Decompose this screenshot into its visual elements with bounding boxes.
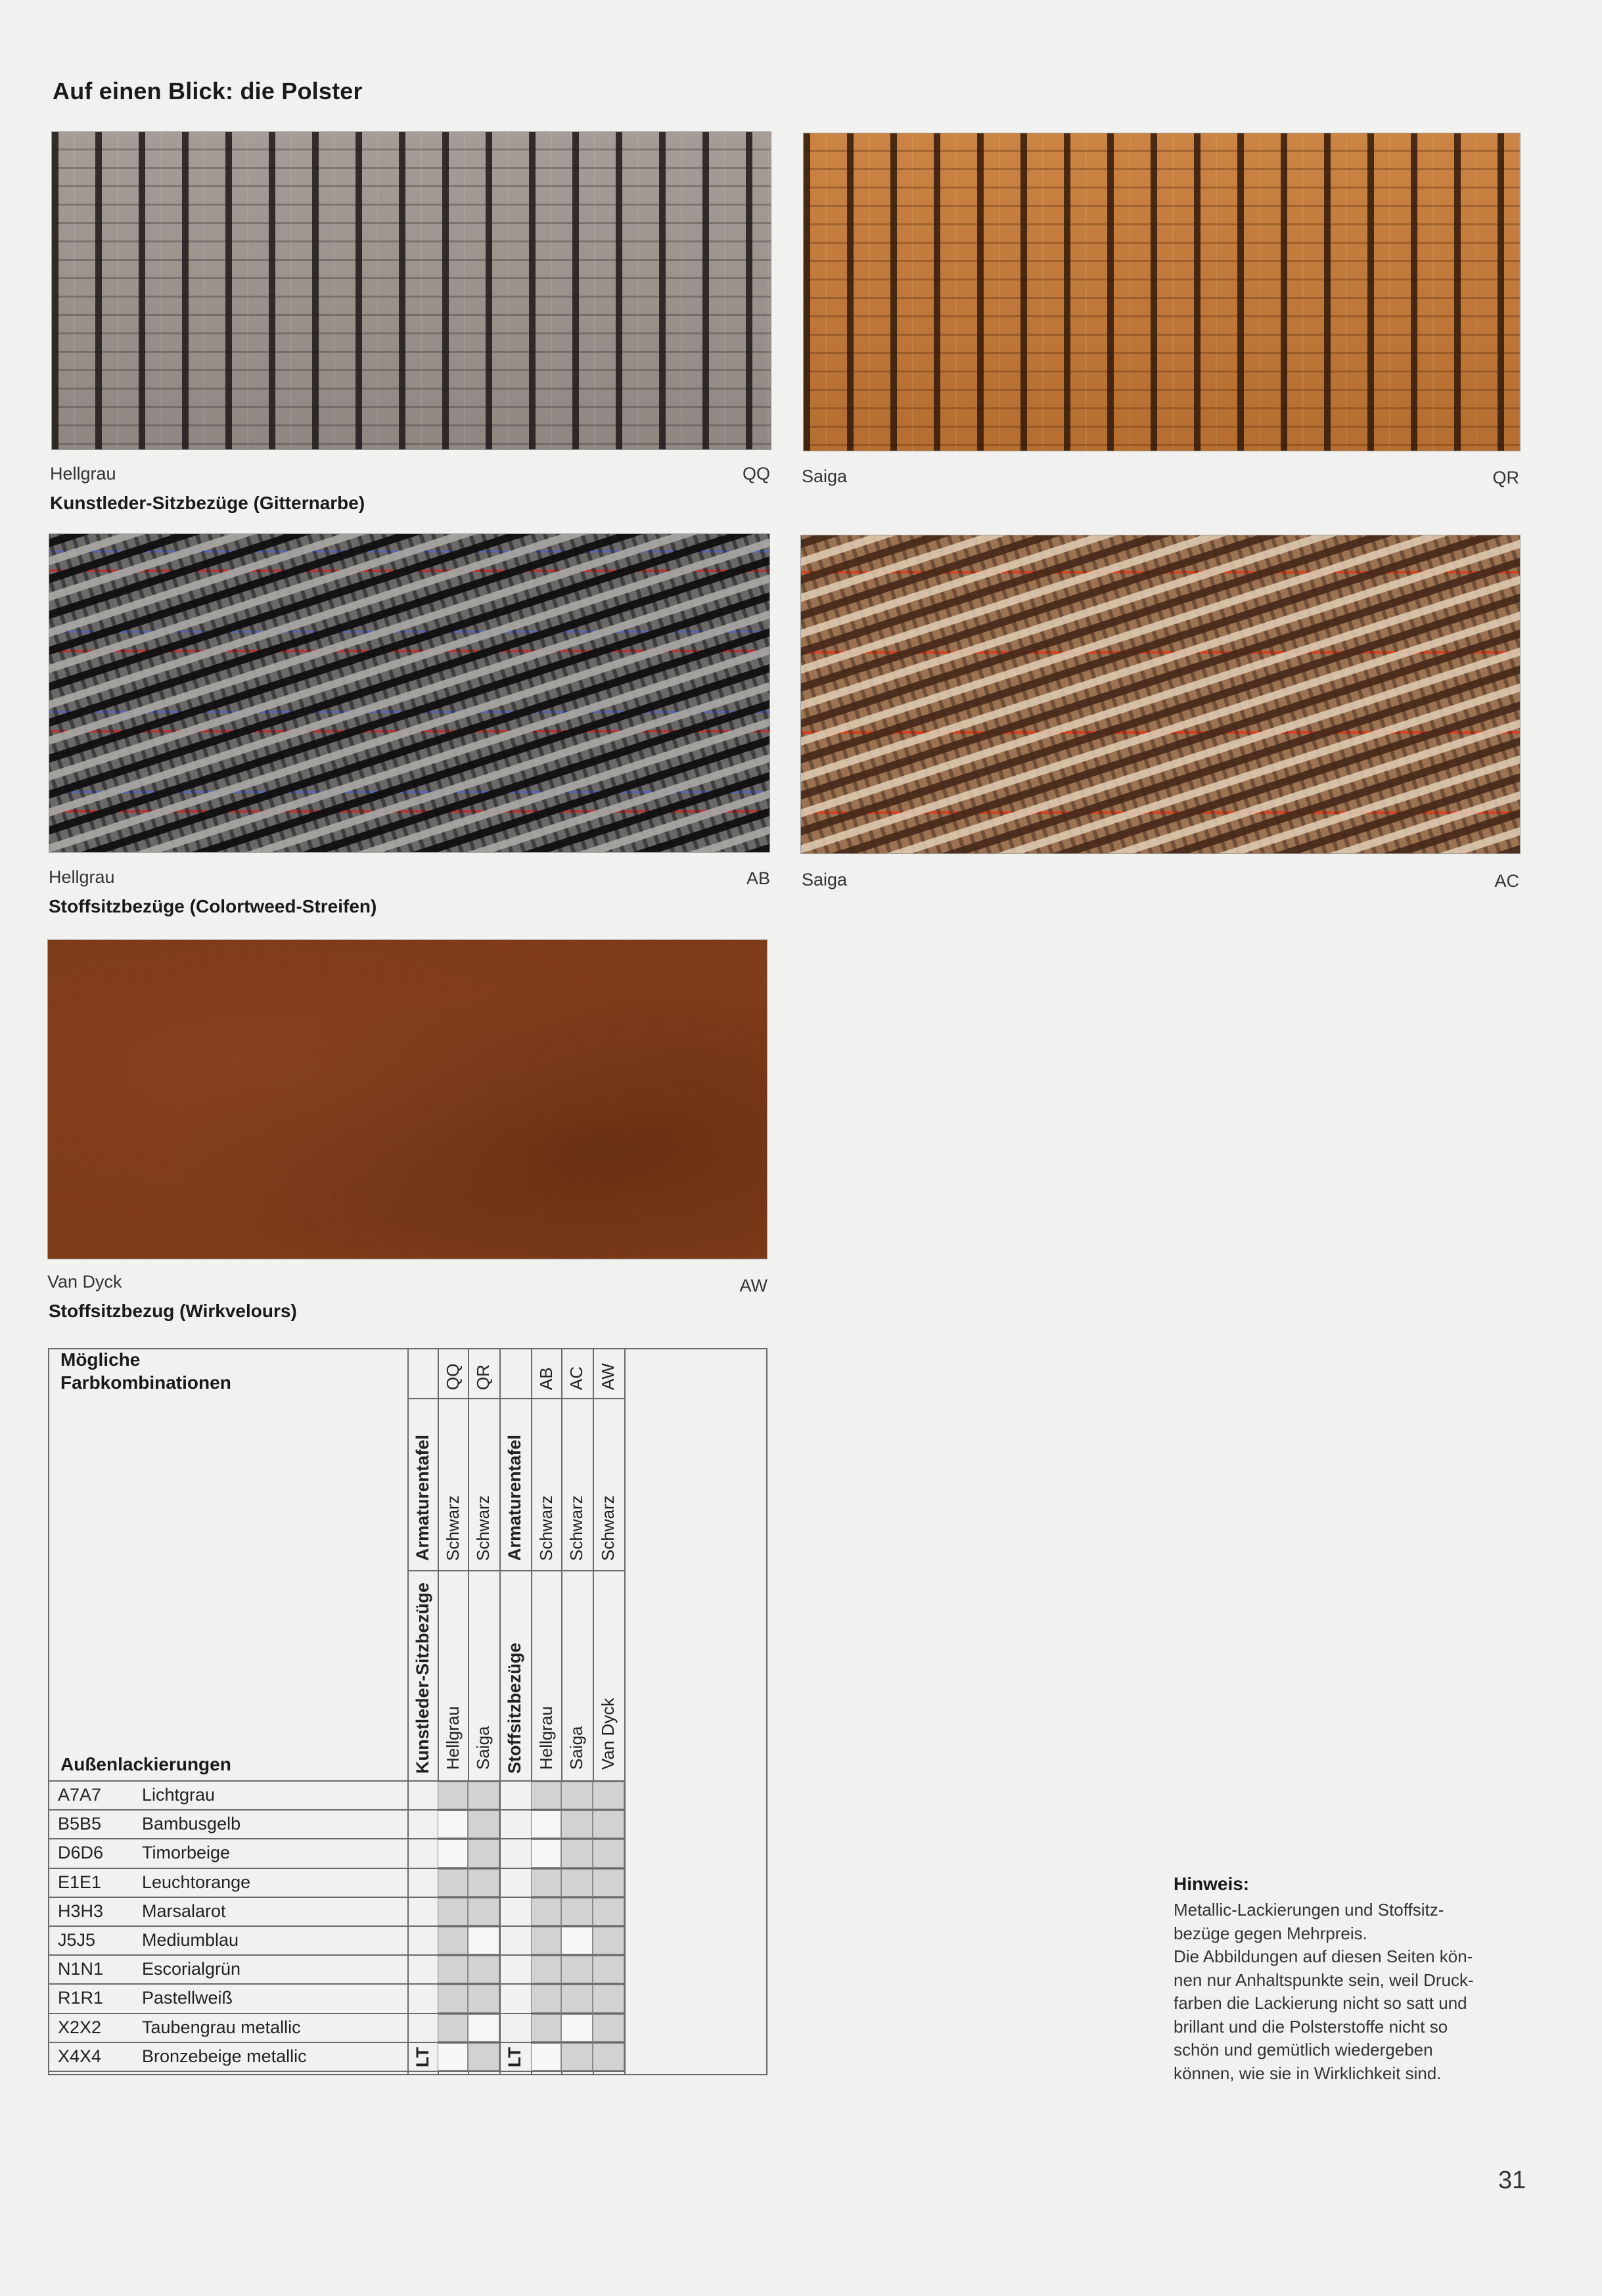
combination-cell bbox=[561, 1956, 593, 1983]
combination-cell bbox=[468, 1839, 499, 1867]
lt-label: LT bbox=[505, 2047, 524, 2067]
table-hline bbox=[407, 1398, 624, 1399]
swatch-color-name: Hellgrau bbox=[49, 867, 115, 887]
note-text bbox=[1174, 1899, 1542, 2085]
note-line: bezüge gegen Mehrpreis. bbox=[1174, 1923, 1367, 1943]
column-dash-color: Schwarz bbox=[536, 1495, 556, 1561]
swatch-color-name: Van Dyck bbox=[47, 1272, 122, 1292]
column-dash-color: Schwarz bbox=[598, 1495, 618, 1561]
combination-cell bbox=[438, 2014, 468, 2042]
column-code: AC bbox=[566, 1366, 586, 1390]
swatch-saiga-ac bbox=[800, 535, 1521, 854]
paint-code: X2X2 bbox=[58, 2017, 102, 2037]
paint-name: Pastellweiß bbox=[142, 1988, 233, 2008]
combination-cell bbox=[593, 2043, 624, 2071]
paint-name: Mediumblau bbox=[142, 1930, 239, 1950]
table-vline bbox=[499, 1348, 501, 2074]
combination-cell bbox=[561, 2014, 593, 2042]
combination-cell bbox=[468, 1811, 499, 1838]
swatch-hellgrau-ab bbox=[49, 533, 770, 853]
note-line: Die Abbildungen auf diesen Seiten kön- bbox=[1174, 1947, 1473, 1966]
combination-cell bbox=[593, 1869, 624, 1897]
paint-code: B5B5 bbox=[58, 1814, 102, 1834]
combination-cell bbox=[531, 1782, 561, 1809]
combination-cell bbox=[593, 1782, 624, 1809]
swatch-hellgrau-qq bbox=[51, 131, 771, 450]
combination-cell bbox=[468, 2043, 499, 2071]
combination-cell bbox=[468, 1985, 499, 2012]
paint-code: E1E1 bbox=[58, 1872, 102, 1892]
combination-cell bbox=[593, 1985, 624, 2012]
group-dash-label: Armaturentafel bbox=[413, 1434, 432, 1561]
combination-cell bbox=[593, 1956, 624, 1983]
page-number: 31 bbox=[1498, 2167, 1526, 2194]
combination-cell bbox=[438, 2043, 468, 2071]
table-row-line bbox=[48, 2071, 624, 2072]
combination-cell bbox=[438, 1927, 468, 1954]
combination-cell bbox=[468, 1782, 499, 1809]
swatch-code: AB bbox=[746, 868, 770, 888]
column-code: QQ bbox=[443, 1363, 463, 1390]
combination-cell bbox=[438, 1985, 468, 2012]
note-line: schön und gemütlich wiedergeben bbox=[1174, 2040, 1433, 2060]
combination-cell bbox=[593, 1811, 624, 1838]
table-hline bbox=[407, 1570, 624, 1571]
paint-code: X4X4 bbox=[58, 2046, 102, 2066]
caption-kunstleder: Kunstleder-Sitzbezüge (Gitternarbe) bbox=[50, 493, 365, 513]
combination-cell bbox=[468, 1898, 499, 1925]
paint-code: A7A7 bbox=[58, 1785, 102, 1805]
note-line: nen nur Anhaltspunkte sein, weil Druck- bbox=[1174, 1970, 1474, 1990]
paint-name: Taubengrau metallic bbox=[142, 2017, 301, 2037]
paint-name: Escorialgrün bbox=[142, 1959, 241, 1979]
combination-cell bbox=[438, 1956, 468, 1983]
column-code: QR bbox=[473, 1364, 493, 1390]
group-upholstery-label: Kunstleder-Sitzbezüge bbox=[413, 1582, 432, 1774]
combination-cell bbox=[561, 1782, 593, 1809]
combination-cell bbox=[468, 1956, 499, 1983]
note-line: Metallic-Lackierungen und Stoffsitz- bbox=[1174, 1900, 1444, 1920]
swatch-color-name: Hellgrau bbox=[50, 464, 116, 484]
combination-cell bbox=[438, 1839, 468, 1867]
combination-cell bbox=[531, 1985, 561, 2012]
column-upholstery-color: Hellgrau bbox=[536, 1706, 556, 1770]
combination-cell bbox=[531, 1839, 561, 1867]
paint-code: R1R1 bbox=[58, 1988, 104, 2008]
swatch-vandyck-aw bbox=[47, 939, 767, 1259]
paint-code: D6D6 bbox=[58, 1843, 104, 1863]
combination-cell bbox=[438, 1869, 468, 1897]
combination-cell bbox=[561, 2043, 593, 2071]
column-dash-color: Schwarz bbox=[566, 1495, 586, 1561]
combination-cell bbox=[593, 1839, 624, 1867]
combination-cell bbox=[531, 1956, 561, 1983]
combination-cell bbox=[561, 1985, 593, 2012]
paint-code: N1N1 bbox=[58, 1959, 104, 1979]
swatch-color-name: Saiga bbox=[802, 870, 848, 889]
combination-cell bbox=[561, 1811, 593, 1838]
combination-cell bbox=[593, 2014, 624, 2042]
combination-cell bbox=[561, 1927, 593, 1954]
combination-cell bbox=[468, 1869, 499, 1897]
paint-code: H3H3 bbox=[58, 1901, 104, 1921]
column-code: AB bbox=[536, 1367, 556, 1390]
swatch-saiga-qr bbox=[803, 133, 1521, 451]
swatch-code: QQ bbox=[742, 464, 770, 484]
column-dash-color: Schwarz bbox=[443, 1495, 463, 1561]
column-upholstery-color: Saiga bbox=[473, 1726, 493, 1770]
combination-cell bbox=[561, 1869, 593, 1897]
page-title: Auf einen Blick: die Polster bbox=[53, 78, 363, 104]
combination-cell bbox=[531, 1811, 561, 1838]
note-title: Hinweis: bbox=[1174, 1874, 1250, 1894]
combination-cell bbox=[468, 2014, 499, 2042]
group-upholstery-label: Stoffsitzbezüge bbox=[505, 1642, 524, 1774]
exterior-paint-header: Außenlackierungen bbox=[60, 1754, 231, 1774]
combination-cell bbox=[531, 1869, 561, 1897]
combination-cell bbox=[593, 1927, 624, 1954]
combination-cell bbox=[438, 1811, 468, 1838]
column-upholstery-color: Saiga bbox=[566, 1726, 586, 1770]
combination-cell bbox=[531, 1927, 561, 1954]
combination-cell bbox=[593, 1898, 624, 1925]
paint-name: Marsalarot bbox=[142, 1901, 226, 1921]
table-title: Mögliche Farbkombinationen bbox=[60, 1349, 231, 1393]
column-dash-color: Schwarz bbox=[473, 1495, 493, 1561]
paint-name: Bronzebeige metallic bbox=[142, 2046, 307, 2066]
swatch-code: AW bbox=[739, 1276, 767, 1295]
paint-name: Lichtgrau bbox=[142, 1785, 216, 1805]
paint-name: Bambusgelb bbox=[142, 1814, 241, 1834]
note-line: farben die Lackierung nicht so satt und bbox=[1174, 1993, 1467, 2013]
lt-label: LT bbox=[413, 2047, 432, 2067]
swatch-code: AC bbox=[1494, 871, 1519, 891]
column-upholstery-color: Hellgrau bbox=[443, 1706, 463, 1770]
caption-wirkvelours: Stoffsitzbezug (Wirkvelours) bbox=[49, 1301, 297, 1321]
paint-code: J5J5 bbox=[58, 1930, 96, 1950]
combination-cell bbox=[561, 1839, 593, 1867]
column-code: AW bbox=[598, 1363, 618, 1390]
note-line: brillant und die Polsterstoffe nicht so bbox=[1174, 2016, 1448, 2037]
swatch-color-name: Saiga bbox=[802, 466, 848, 486]
combination-cell bbox=[531, 2014, 561, 2042]
combination-cell bbox=[468, 1927, 499, 1954]
note-line: können, wie sie in Wirklichkeit sind. bbox=[1174, 2063, 1442, 2083]
combination-cell bbox=[438, 1898, 468, 1925]
combination-cell bbox=[531, 2043, 561, 2071]
combination-cell bbox=[531, 1898, 561, 1925]
paint-name: Timorbeige bbox=[142, 1843, 231, 1863]
combination-cell bbox=[438, 1782, 468, 1809]
paint-name: Leuchtorange bbox=[142, 1872, 251, 1892]
column-upholstery-color: Van Dyck bbox=[598, 1698, 618, 1770]
combination-cell bbox=[561, 1898, 593, 1925]
table-vline bbox=[624, 1348, 626, 2074]
swatch-code: QR bbox=[1492, 468, 1519, 487]
group-dash-label: Armaturentafel bbox=[505, 1434, 524, 1561]
table-vline bbox=[407, 1348, 409, 2074]
caption-stoff: Stoffsitzbezüge (Colortweed-Streifen) bbox=[49, 896, 377, 916]
